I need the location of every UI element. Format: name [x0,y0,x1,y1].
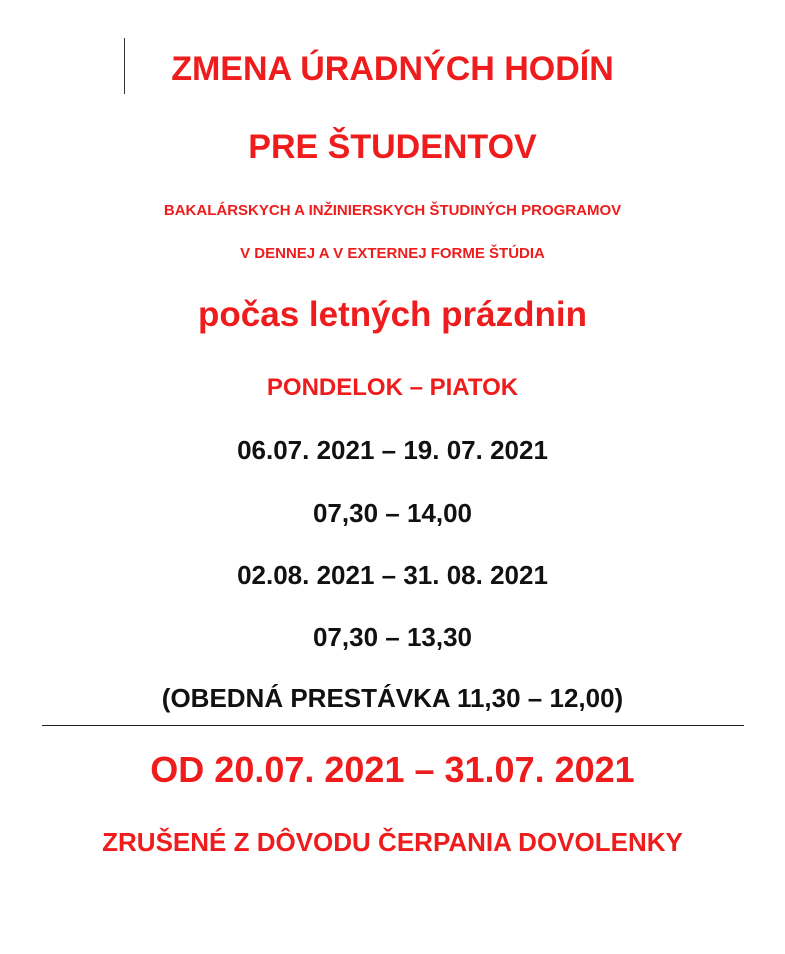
closed-reason: ZRUŠENÉ Z DÔVODU ČERPANIA DOVOLENKY [102,827,683,857]
weekdays-label: PONDELOK – PIATOK [266,374,519,401]
title-line-1: ZMENA ÚRADNÝCH HODÍN [171,50,614,88]
period-2-dates: 02.08. 2021 – 31. 08. 2021 [237,560,548,590]
subtitle-programs: BAKALÁRSKYCH A INŽINIERSKYCH ŠTUDINÝCH PROGRAMOV [163,202,622,219]
period-2-hours: 07,30 – 13,30 [312,622,473,652]
period-1-dates: 06.07. 2021 – 19. 07. 2021 [237,435,548,465]
holiday-heading: počas letných prázdnin [198,295,587,334]
subtitle-study-form: V DENNEJ A V EXTERNEJ FORME ŠTÚDIA [240,245,545,262]
title-line-2: PRE ŠTUDENTOV [248,128,537,166]
lunch-break-note: (OBEDNÁ PRESTÁVKA 11,30 – 12,00) [161,683,624,713]
closed-period: OD 20.07. 2021 – 31.07. 2021 [150,749,635,790]
period-1-hours: 07,30 – 14,00 [312,498,473,528]
horizontal-divider [42,725,744,726]
